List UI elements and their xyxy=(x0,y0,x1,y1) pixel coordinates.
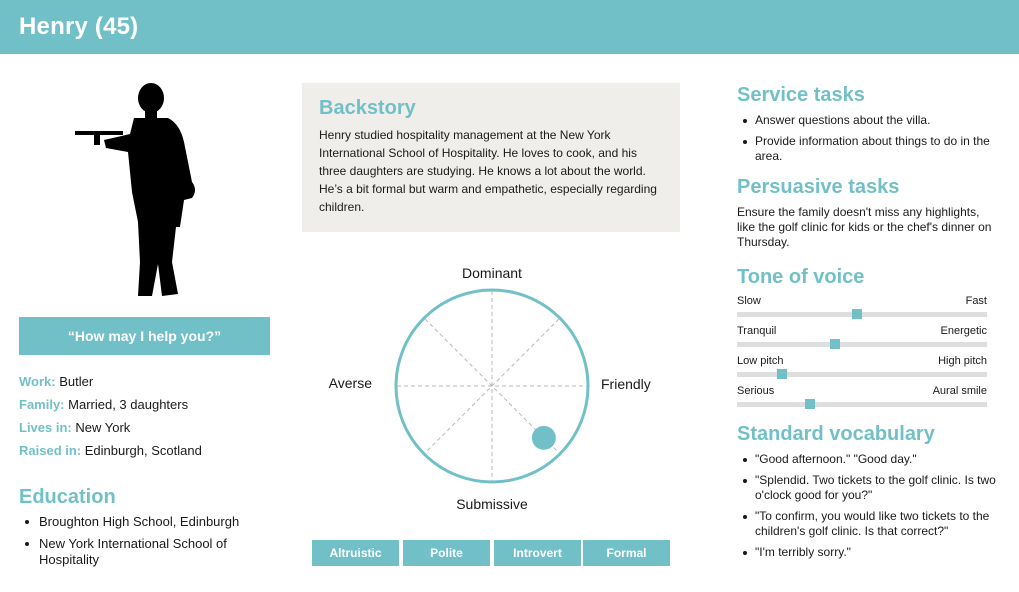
slider-left-label: Serious xyxy=(737,385,775,397)
slider-right-label: Fast xyxy=(965,295,987,307)
service-tasks-heading: Service tasks xyxy=(737,84,865,106)
list-item: "To confirm, you would like two tickets to the children's golf clinic. Is that correct?" xyxy=(737,509,997,539)
trait-tag: Polite xyxy=(403,540,490,566)
personality-compass xyxy=(320,260,670,520)
catchphrase-banner: “How may I help you?” xyxy=(19,317,270,355)
fact-label: Family: xyxy=(19,397,65,412)
tone-slider xyxy=(737,355,997,385)
backstory-text: Henry studied hospitality management at the New York International School of Hospitality. He loves to cook, and his three daughters are studying. He knows a lot about the world. He’s a bit formal but warm and empathetic, especially regarding children. xyxy=(319,128,657,214)
trait-tag: Altruistic xyxy=(312,540,399,566)
fact-label: Work: xyxy=(19,374,56,389)
fact-value: Married, 3 daughters xyxy=(68,397,189,412)
slider-left-label: Low pitch xyxy=(737,355,784,367)
fact-label: Raised in: xyxy=(19,443,82,458)
slider-thumb xyxy=(830,339,840,349)
right-column xyxy=(737,84,997,566)
list-item: Provide information about things to do in the area. xyxy=(737,134,997,164)
fact-lives-in xyxy=(19,416,202,439)
backstory-panel xyxy=(302,83,680,232)
slider-thumb xyxy=(777,369,787,379)
slider-track xyxy=(737,372,987,377)
slider-right-label: High pitch xyxy=(938,355,987,367)
service-tasks-list xyxy=(737,113,997,164)
slider-track xyxy=(737,342,987,347)
trait-tags xyxy=(312,540,672,566)
compass-label-left: Averse xyxy=(328,375,372,391)
fact-value: New York xyxy=(75,420,131,435)
compass-label-top: Dominant xyxy=(462,265,522,281)
compass-label-right: Friendly xyxy=(601,376,651,392)
slider-right-label: Energetic xyxy=(940,325,987,337)
slider-track xyxy=(737,402,987,407)
list-item: Broughton High School, Edinburgh xyxy=(19,514,279,530)
fact-label: Lives in: xyxy=(19,420,72,435)
fact-work xyxy=(19,370,202,393)
trait-tag: Formal xyxy=(583,540,670,566)
tone-slider xyxy=(737,295,997,325)
tone-slider xyxy=(737,385,997,415)
backstory-heading: Backstory xyxy=(319,97,416,119)
persuasive-tasks-heading: Persuasive tasks xyxy=(737,176,900,198)
compass-label-bottom: Submissive xyxy=(456,496,528,512)
vocabulary-heading: Standard vocabulary xyxy=(737,423,935,445)
slider-right-label: Aural smile xyxy=(932,385,987,397)
profile-facts xyxy=(19,370,202,462)
education-list xyxy=(19,514,279,574)
education-heading: Education xyxy=(19,486,116,508)
compass-guides xyxy=(397,291,587,481)
butler-silhouette-icon xyxy=(72,82,208,300)
list-item: "I'm terribly sorry." xyxy=(737,545,997,560)
list-item: New York International School of Hospitality xyxy=(19,536,279,568)
slider-thumb xyxy=(852,309,862,319)
personality-position-marker xyxy=(532,426,556,450)
slider-thumb xyxy=(805,399,815,409)
slider-left-label: Tranquil xyxy=(737,325,777,337)
fact-value: Edinburgh, Scotland xyxy=(84,443,202,458)
tone-of-voice-heading: Tone of voice xyxy=(737,266,865,288)
list-item: Answer questions about the villa. xyxy=(737,113,997,128)
header-bar xyxy=(0,0,1019,54)
fact-raised-in xyxy=(19,439,202,462)
list-item: "Good afternoon." "Good day." xyxy=(737,452,997,467)
slider-track xyxy=(737,312,987,317)
page-title: Henry (45) xyxy=(19,13,139,40)
vocabulary-list xyxy=(737,452,997,560)
tone-sliders xyxy=(737,295,997,415)
persuasive-tasks-text: Ensure the family doesn't miss any highlights, like the golf clinic for kids or the chef's dinner on Thursday. xyxy=(737,205,992,249)
list-item: "Splendid. Two tickets to the golf clinic. Is two o'clock good for you?" xyxy=(737,473,997,503)
fact-family xyxy=(19,393,202,416)
tone-slider xyxy=(737,325,997,355)
fact-value: Butler xyxy=(59,374,94,389)
trait-tag: Introvert xyxy=(494,540,581,566)
slider-left-label: Slow xyxy=(737,295,761,307)
